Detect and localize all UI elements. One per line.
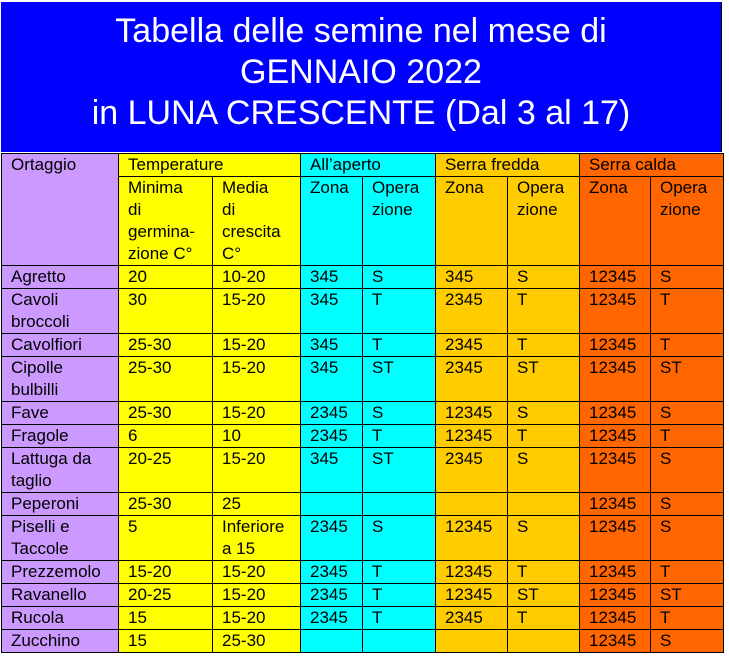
cell-hot-zone: 12345 [580, 448, 651, 493]
cell-outdoor-operation [363, 493, 436, 516]
cell-hot-operation: S [651, 630, 724, 653]
cell-outdoor-operation: S [363, 516, 436, 561]
table-row [2, 584, 724, 607]
cell-hot-operation: T [651, 289, 724, 334]
cell-min-germination: 20-25 [119, 448, 213, 493]
cell-cold-zone [436, 630, 508, 653]
header-hot-zone: Zona [580, 177, 651, 266]
cell-cold-zone: 345 [436, 266, 508, 289]
cell-avg-growth: Inferiore a 15 [213, 516, 301, 561]
cell-avg-growth: 15-20 [213, 607, 301, 630]
cell-cold-operation: T [508, 425, 580, 448]
cell-outdoor-zone: 2345 [301, 561, 363, 584]
cell-avg-growth: 15-20 [213, 334, 301, 357]
cell-cold-zone: 12345 [436, 561, 508, 584]
cell-hot-operation: S [651, 266, 724, 289]
cell-min-germination: 15 [119, 630, 213, 653]
cell-cold-zone [436, 493, 508, 516]
cell-hot-operation: S [651, 402, 724, 425]
table-row [2, 561, 724, 584]
cell-min-germination: 25-30 [119, 402, 213, 425]
cell-cold-operation: S [508, 448, 580, 493]
cell-avg-growth: 15-20 [213, 448, 301, 493]
cell-vegetable: Piselli e Taccole [2, 516, 119, 561]
cell-hot-operation: T [651, 425, 724, 448]
cell-outdoor-operation: T [363, 607, 436, 630]
cell-outdoor-zone [301, 630, 363, 653]
cell-min-germination: 25-30 [119, 493, 213, 516]
header-vegetable: Ortaggio [2, 154, 119, 266]
table-row [2, 289, 724, 334]
cell-vegetable: Cavoli broccoli [2, 289, 119, 334]
cell-avg-growth: 15-20 [213, 561, 301, 584]
cell-hot-zone: 12345 [580, 425, 651, 448]
cell-hot-zone: 12345 [580, 584, 651, 607]
cell-vegetable: Prezzemolo [2, 561, 119, 584]
header-outdoor-operation: Opera zione [363, 177, 436, 266]
cell-vegetable: Rucola [2, 607, 119, 630]
cell-hot-operation: T [651, 561, 724, 584]
cell-outdoor-zone: 2345 [301, 607, 363, 630]
cell-outdoor-operation: T [363, 334, 436, 357]
cell-hot-zone: 12345 [580, 289, 651, 334]
cell-outdoor-zone: 2345 [301, 425, 363, 448]
table-row [2, 630, 724, 653]
cell-min-germination: 15 [119, 607, 213, 630]
header-cold-operation: Opera zione [508, 177, 580, 266]
cell-hot-zone: 12345 [580, 607, 651, 630]
cell-vegetable: Peperoni [2, 493, 119, 516]
cell-outdoor-operation: ST [363, 357, 436, 402]
cell-min-germination: 25-30 [119, 357, 213, 402]
cell-outdoor-operation: T [363, 584, 436, 607]
cell-cold-zone: 12345 [436, 425, 508, 448]
cell-avg-growth: 25 [213, 493, 301, 516]
cell-vegetable: Cavolfiori [2, 334, 119, 357]
header-cold-greenhouse: Serra fredda [436, 154, 580, 177]
cell-avg-growth: 15-20 [213, 357, 301, 402]
cell-outdoor-operation: T [363, 561, 436, 584]
cell-hot-zone: 12345 [580, 493, 651, 516]
cell-outdoor-operation: T [363, 425, 436, 448]
cell-hot-operation: S [651, 448, 724, 493]
cell-cold-operation [508, 630, 580, 653]
cell-hot-operation: ST [651, 357, 724, 402]
cell-outdoor-zone: 345 [301, 289, 363, 334]
header-outdoor-zone: Zona [301, 177, 363, 266]
cell-min-germination: 5 [119, 516, 213, 561]
cell-hot-zone: 12345 [580, 630, 651, 653]
cell-cold-zone: 2345 [436, 289, 508, 334]
cell-cold-zone: 2345 [436, 448, 508, 493]
cell-outdoor-operation: S [363, 266, 436, 289]
cell-avg-growth: 15-20 [213, 584, 301, 607]
table-row [2, 516, 724, 561]
cell-cold-zone: 2345 [436, 334, 508, 357]
cell-cold-operation: T [508, 289, 580, 334]
cell-cold-zone: 12345 [436, 402, 508, 425]
cell-min-germination: 30 [119, 289, 213, 334]
cell-hot-zone: 12345 [580, 561, 651, 584]
cell-min-germination: 25-30 [119, 334, 213, 357]
cell-hot-operation: T [651, 334, 724, 357]
cell-hot-zone: 12345 [580, 266, 651, 289]
cell-avg-growth: 10-20 [213, 266, 301, 289]
cell-min-germination: 20-25 [119, 584, 213, 607]
cell-min-germination: 20 [119, 266, 213, 289]
cell-hot-zone: 12345 [580, 334, 651, 357]
table-row [2, 493, 724, 516]
cell-avg-growth: 15-20 [213, 289, 301, 334]
cell-cold-operation: S [508, 266, 580, 289]
cell-hot-operation: T [651, 607, 724, 630]
header-cold-zone: Zona [436, 177, 508, 266]
cell-outdoor-zone: 345 [301, 334, 363, 357]
cell-cold-zone: 12345 [436, 516, 508, 561]
cell-hot-zone: 12345 [580, 402, 651, 425]
cell-cold-operation: T [508, 607, 580, 630]
table-row [2, 334, 724, 357]
cell-avg-growth: 25-30 [213, 630, 301, 653]
cell-vegetable: Agretto [2, 266, 119, 289]
cell-cold-operation: S [508, 402, 580, 425]
cell-cold-operation: ST [508, 357, 580, 402]
cell-vegetable: Lattuga da taglio [2, 448, 119, 493]
header-min-germination: Minima di germina- zione C° [119, 177, 213, 266]
cell-hot-operation: S [651, 516, 724, 561]
sowing-table [1, 153, 724, 653]
header-temperature: Temperature [119, 154, 301, 177]
cell-cold-operation [508, 493, 580, 516]
title-line-3: in LUNA CRESCENTE (Dal 3 al 17) [91, 94, 631, 132]
cell-outdoor-operation: ST [363, 448, 436, 493]
cell-vegetable: Cipolle bulbilli [2, 357, 119, 402]
cell-hot-operation: ST [651, 584, 724, 607]
cell-outdoor-operation [363, 630, 436, 653]
table-row [2, 402, 724, 425]
table-row [2, 448, 724, 493]
cell-outdoor-operation: S [363, 402, 436, 425]
cell-min-germination: 15-20 [119, 561, 213, 584]
header-outdoor: All’aperto [301, 154, 436, 177]
cell-outdoor-zone [301, 493, 363, 516]
cell-vegetable: Fragole [2, 425, 119, 448]
cell-outdoor-zone: 345 [301, 266, 363, 289]
cell-cold-zone: 2345 [436, 607, 508, 630]
title-line-2: GENNAIO 2022 [240, 53, 482, 91]
cell-avg-growth: 10 [213, 425, 301, 448]
cell-hot-operation: S [651, 493, 724, 516]
cell-vegetable: Zucchino [2, 630, 119, 653]
cell-vegetable: Ravanello [2, 584, 119, 607]
table-row [2, 425, 724, 448]
cell-cold-operation: T [508, 334, 580, 357]
cell-outdoor-zone: 345 [301, 357, 363, 402]
cell-min-germination: 6 [119, 425, 213, 448]
header-avg-growth: Media di crescita C° [213, 177, 301, 266]
cell-cold-operation: S [508, 516, 580, 561]
title-banner [1, 2, 722, 152]
cell-hot-zone: 12345 [580, 357, 651, 402]
cell-cold-operation: T [508, 561, 580, 584]
cell-cold-operation: ST [508, 584, 580, 607]
table-row [2, 607, 724, 630]
cell-outdoor-zone: 2345 [301, 402, 363, 425]
cell-outdoor-zone: 2345 [301, 516, 363, 561]
cell-vegetable: Fave [2, 402, 119, 425]
header-hot-greenhouse: Serra calda [580, 154, 724, 177]
cell-outdoor-zone: 345 [301, 448, 363, 493]
cell-cold-zone: 12345 [436, 584, 508, 607]
table-row [2, 266, 724, 289]
cell-cold-zone: 2345 [436, 357, 508, 402]
title-line-1: Tabella delle semine nel mese di [115, 12, 607, 50]
header-hot-operation: Opera zione [651, 177, 724, 266]
cell-avg-growth: 15-20 [213, 402, 301, 425]
cell-outdoor-zone: 2345 [301, 584, 363, 607]
cell-outdoor-operation: T [363, 289, 436, 334]
cell-hot-zone: 12345 [580, 516, 651, 561]
table-row [2, 357, 724, 402]
